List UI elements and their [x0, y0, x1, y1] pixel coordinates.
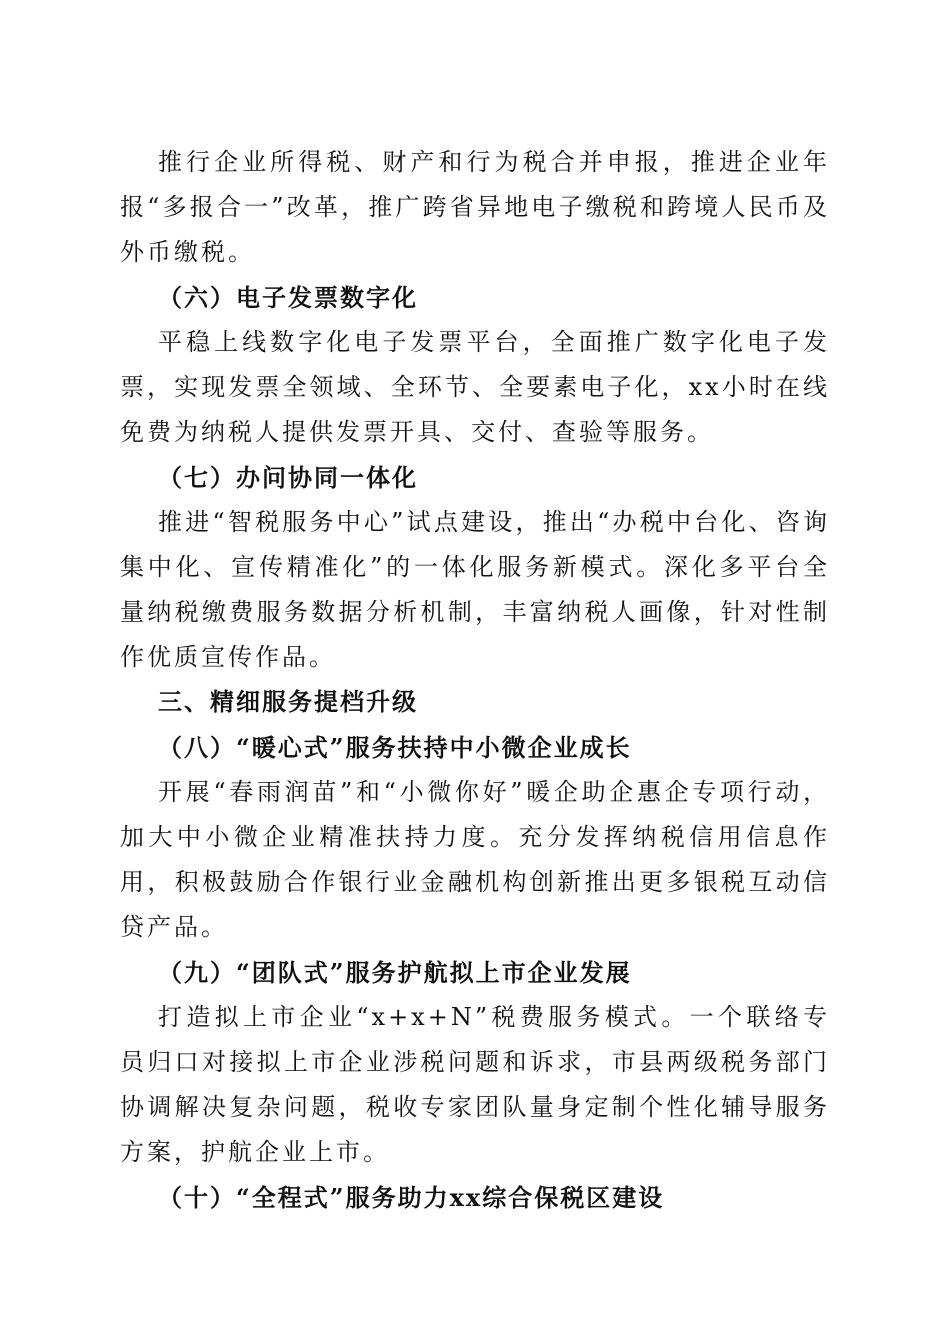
section-heading-refined-service: 三、精细服务提档升级 — [158, 688, 418, 716]
paragraph-tax-filing: 推行企业所得税、财产和行为税合并申报，推进企业年报“多报合一”改革，推广跨省异地电子缴税和跨境人民币及外币缴税。 — [120, 148, 830, 266]
paragraph-ipo-support: 打造拟上市企业“x+x+N”税费服务模式。一个联络专员归口对接拟上市企业涉税问题和诉求，市县两级税务部门协调解决复杂问题，税收专家团队量身定制个性化辅导服务方案，护航企业上市。 — [120, 1003, 830, 1166]
subheading-bonded-zone: （十）“全程式”服务助力xx综合保税区建设 — [158, 1183, 665, 1212]
paragraph-collaboration: 推进“智税服务中心”试点建设，推出“办税中台化、咨询集中化、宣传精准化”的一体化服务新模式。深化多平台全量纳税缴费服务数据分析机制，丰富纳税人画像，针对性制作优质宣传作品。 — [120, 508, 830, 671]
document-page — [120, 140, 830, 1220]
paragraph-sme-support: 开展“春雨润苗”和“小微你好”暖企助企惠企专项行动，加大中小微企业精准扶持力度。充分发挥纳税信用信息作用，积极鼓励合作银行业金融机构创新推出更多银税互动信贷产品。 — [120, 778, 830, 941]
subheading-ipo-support: （九）“团队式”服务护航拟上市企业发展 — [158, 958, 632, 987]
subheading-sme-support: （八）“暖心式”服务扶持中小微企业成长 — [158, 733, 632, 762]
subheading-collaboration: （七）办问协同一体化 — [158, 463, 418, 492]
subheading-e-invoice: （六）电子发票数字化 — [158, 283, 418, 312]
paragraph-e-invoice: 平稳上线数字化电子发票平台，全面推广数字化电子发票，实现发票全领域、全环节、全要素电子化，xx小时在线免费为纳税人提供发票开具、交付、查验等服务。 — [120, 328, 830, 446]
